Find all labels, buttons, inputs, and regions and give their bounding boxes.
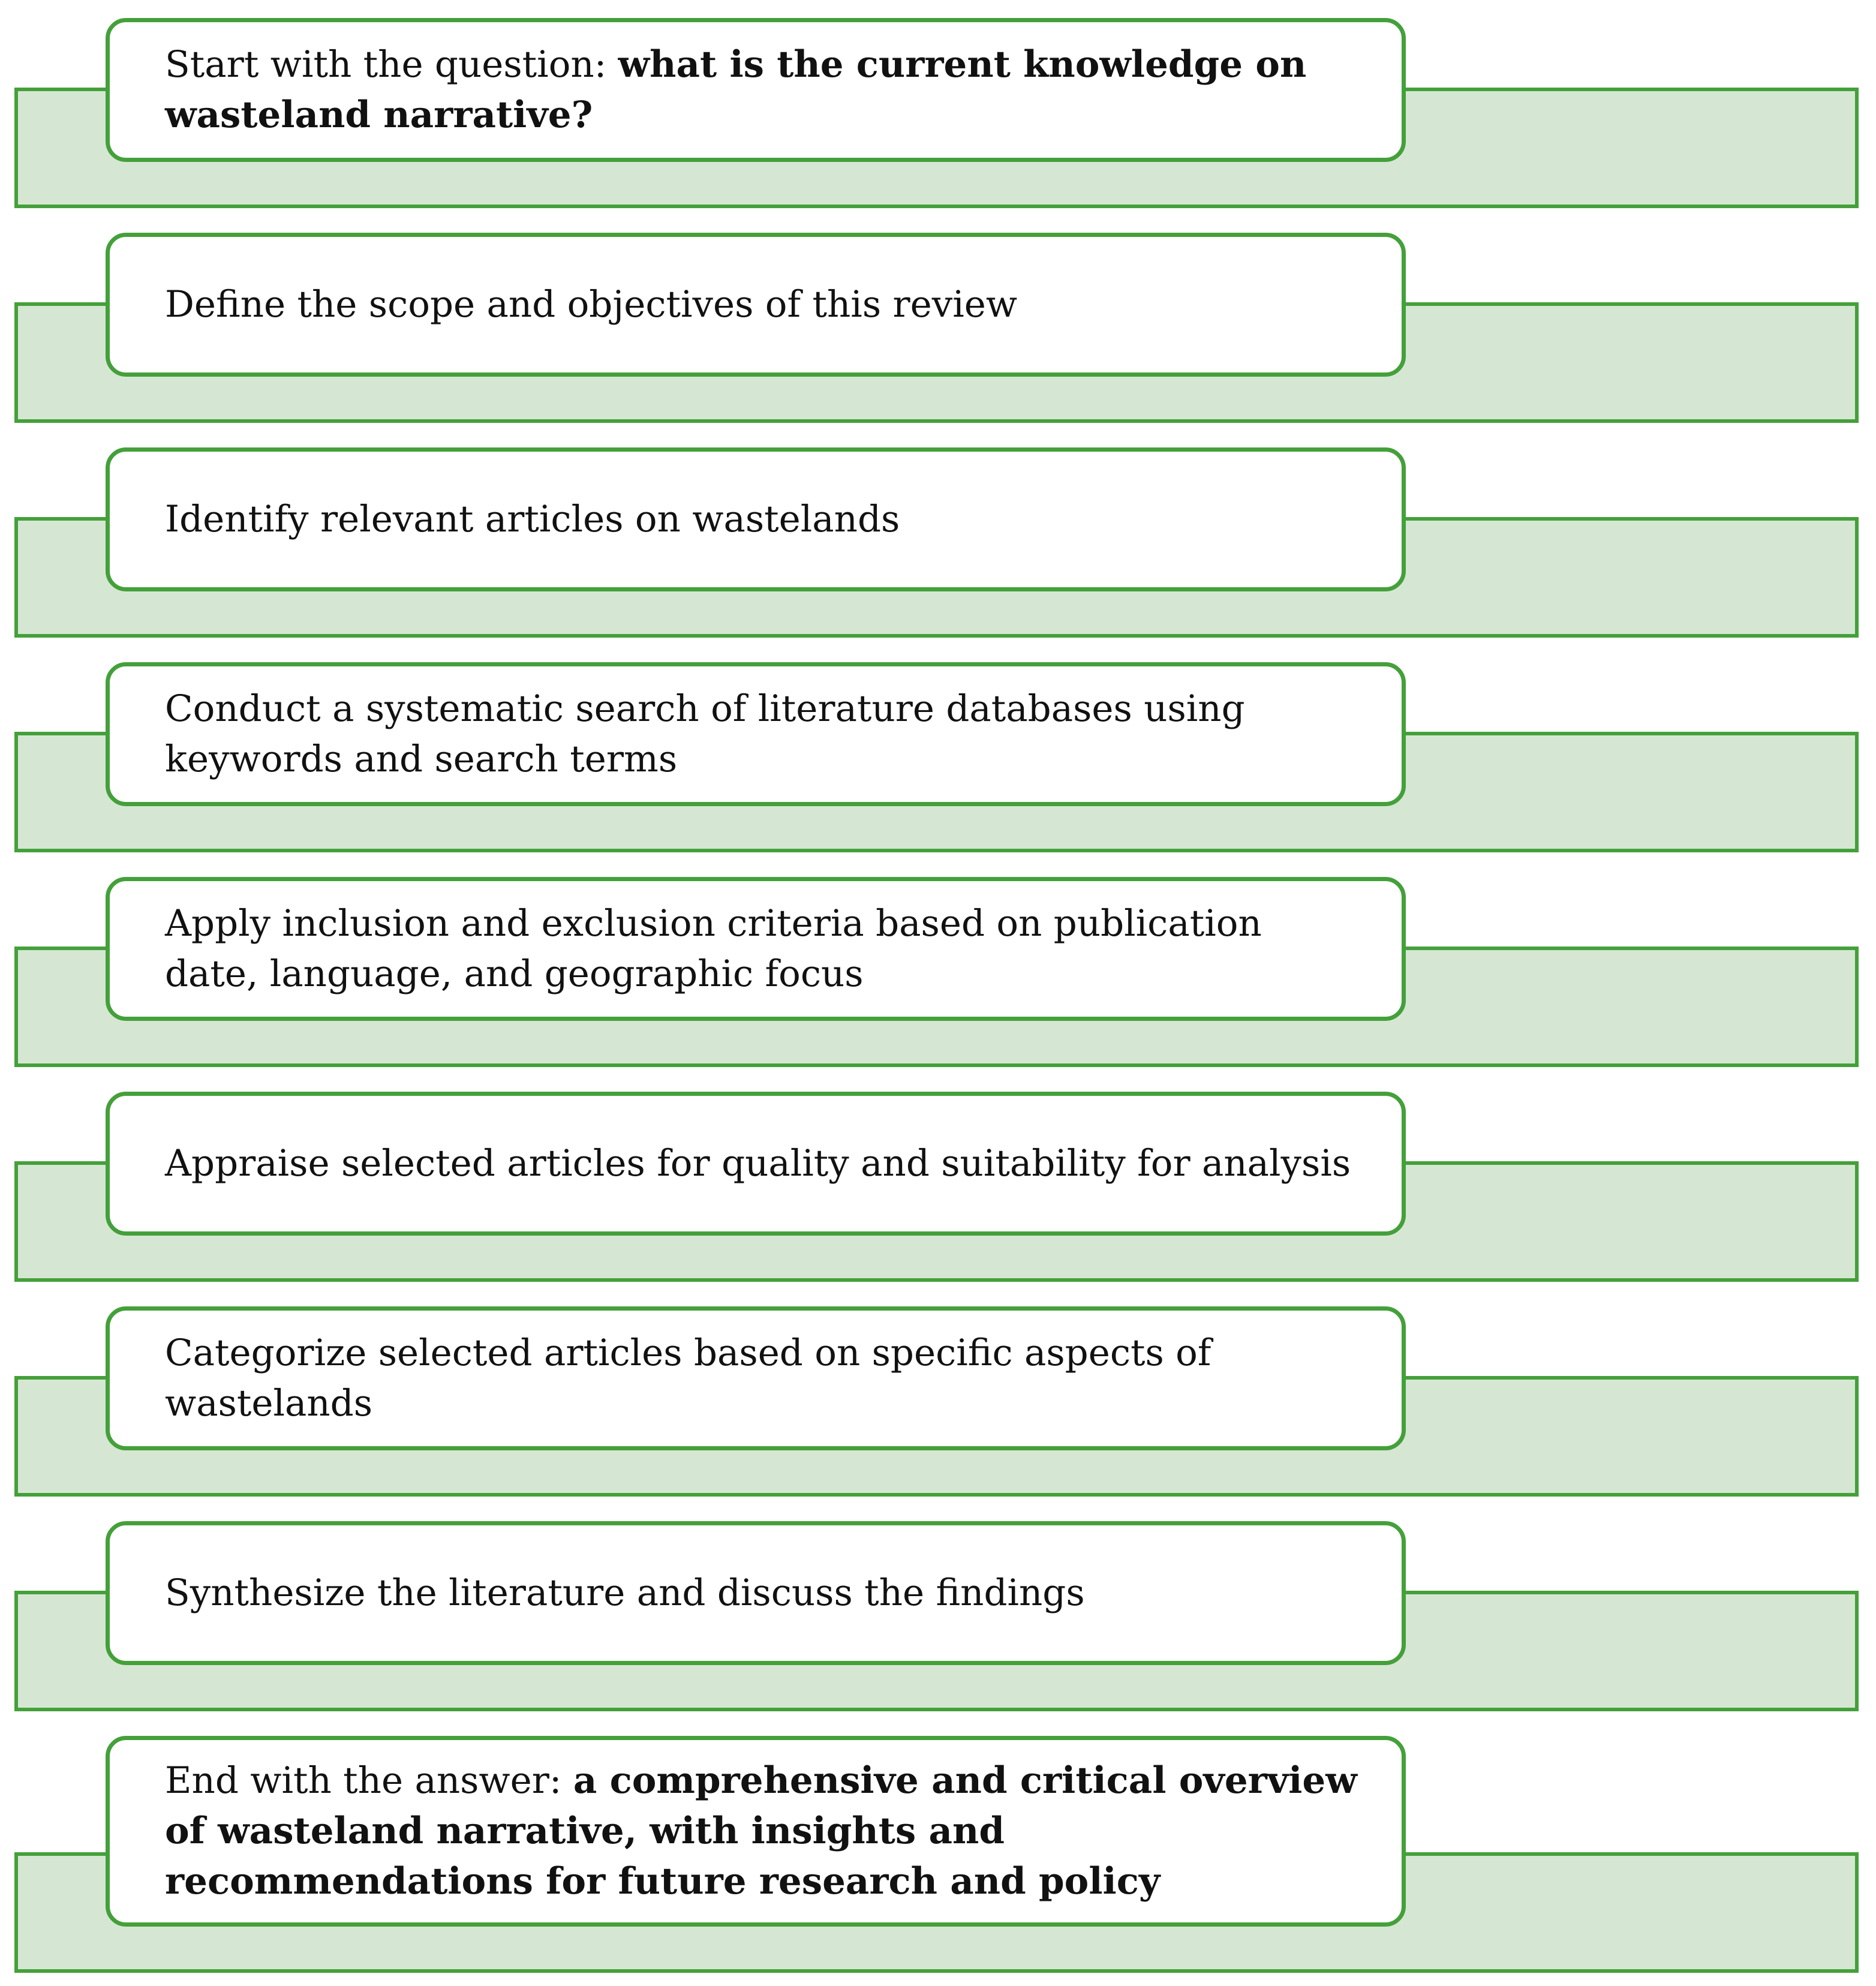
step-card xyxy=(106,662,1406,806)
step-text xyxy=(165,899,1366,999)
step-text xyxy=(165,1756,1366,1907)
step-card xyxy=(106,18,1406,162)
step-text xyxy=(165,40,1366,140)
step-card xyxy=(106,1092,1406,1236)
step-text xyxy=(165,280,1017,330)
step-text xyxy=(165,494,900,545)
step-text xyxy=(165,684,1366,785)
step-card xyxy=(106,1736,1406,1927)
step-prefix: Apply inclusion and exclusion criteria based on publication date, language, and geographic focus xyxy=(165,902,1262,995)
step-card xyxy=(106,1521,1406,1665)
step-card xyxy=(106,877,1406,1021)
step-prefix: Identify relevant articles on wastelands xyxy=(165,498,900,540)
step-prefix: Synthesize the literature and discuss the findings xyxy=(165,1572,1085,1614)
step-text xyxy=(165,1328,1366,1429)
step-prefix: Categorize selected articles based on specific aspects of wastelands xyxy=(165,1332,1211,1425)
step-card xyxy=(106,233,1406,377)
step-prefix: Appraise selected articles for quality and suitability for analysis xyxy=(165,1142,1351,1185)
step-card xyxy=(106,1306,1406,1450)
step-text xyxy=(165,1568,1085,1618)
step-prefix: Define the scope and objectives of this review xyxy=(165,283,1018,326)
step-prefix: Conduct a systematic search of literature databases using keywords and search terms xyxy=(165,687,1245,780)
step-emphasis: a comprehensive and critical overview of wasteland narrative, with insights and recommendations for future research and policy xyxy=(165,1759,1357,1903)
step-emphasis: what is the current knowledge on wasteland narrative? xyxy=(165,43,1307,136)
step-prefix: Start with the question: xyxy=(165,43,618,86)
step-text xyxy=(165,1138,1351,1189)
step-prefix: End with the answer: xyxy=(165,1759,573,1802)
step-card xyxy=(106,447,1406,591)
